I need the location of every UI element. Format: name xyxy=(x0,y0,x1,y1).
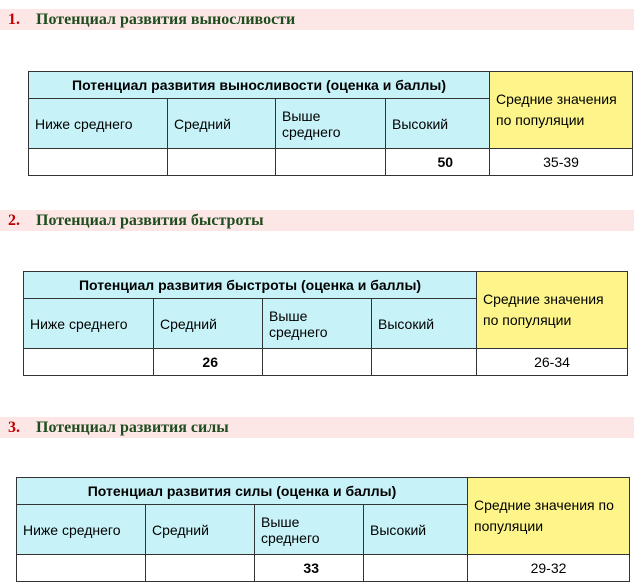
column-above-average: Выше среднего xyxy=(255,505,364,555)
column-average: Средний xyxy=(168,99,276,149)
column-below-average: Ниже среднего xyxy=(24,299,154,349)
section-number: 1. xyxy=(8,11,20,28)
speed-table xyxy=(23,271,628,376)
score-cell xyxy=(146,555,255,582)
table-caption: Потенциал развития быстроты (оценка и баллы) xyxy=(24,272,477,299)
score-cell: 50 xyxy=(386,149,490,176)
section-title: Потенциал развития быстроты xyxy=(36,212,264,229)
section-title: Потенциал развития силы xyxy=(36,419,229,436)
average-range: 29-32 xyxy=(468,555,630,582)
column-high: Высокий xyxy=(386,99,490,149)
score-cell xyxy=(364,555,468,582)
score-cell xyxy=(263,349,372,376)
score-cell xyxy=(168,149,276,176)
column-high: Высокий xyxy=(372,299,477,349)
average-label: Средние значения по популяции xyxy=(477,272,628,349)
score-cell: 26 xyxy=(154,349,263,376)
score-cell xyxy=(29,149,168,176)
score-cell: 33 xyxy=(255,555,364,582)
column-above-average: Выше среднего xyxy=(276,99,386,149)
average-range: 35-39 xyxy=(490,149,633,176)
column-below-average: Ниже среднего xyxy=(17,505,146,555)
table-caption: Потенциал развития силы (оценка и баллы) xyxy=(17,478,468,505)
column-average: Средний xyxy=(154,299,263,349)
strength-table xyxy=(16,477,630,582)
section-heading-endurance xyxy=(0,9,634,30)
section-heading-speed xyxy=(0,210,634,231)
score-cell xyxy=(372,349,477,376)
score-cell xyxy=(276,149,386,176)
column-average: Средний xyxy=(146,505,255,555)
column-above-average: Выше среднего xyxy=(263,299,372,349)
endurance-table xyxy=(28,71,633,176)
column-below-average: Ниже среднего xyxy=(29,99,168,149)
table-caption: Потенциал развития выносливости (оценка и баллы) xyxy=(29,72,490,99)
section-heading-strength xyxy=(0,417,634,438)
average-label: Средние значения по популяции xyxy=(490,72,633,149)
average-label: Средние значения по популяции xyxy=(468,478,630,555)
section-number: 3. xyxy=(8,419,20,436)
section-title: Потенциал развития выносливости xyxy=(36,11,296,28)
score-cell xyxy=(24,349,154,376)
section-number: 2. xyxy=(8,212,20,229)
score-cell xyxy=(17,555,146,582)
column-high: Высокий xyxy=(364,505,468,555)
average-range: 26-34 xyxy=(477,349,628,376)
